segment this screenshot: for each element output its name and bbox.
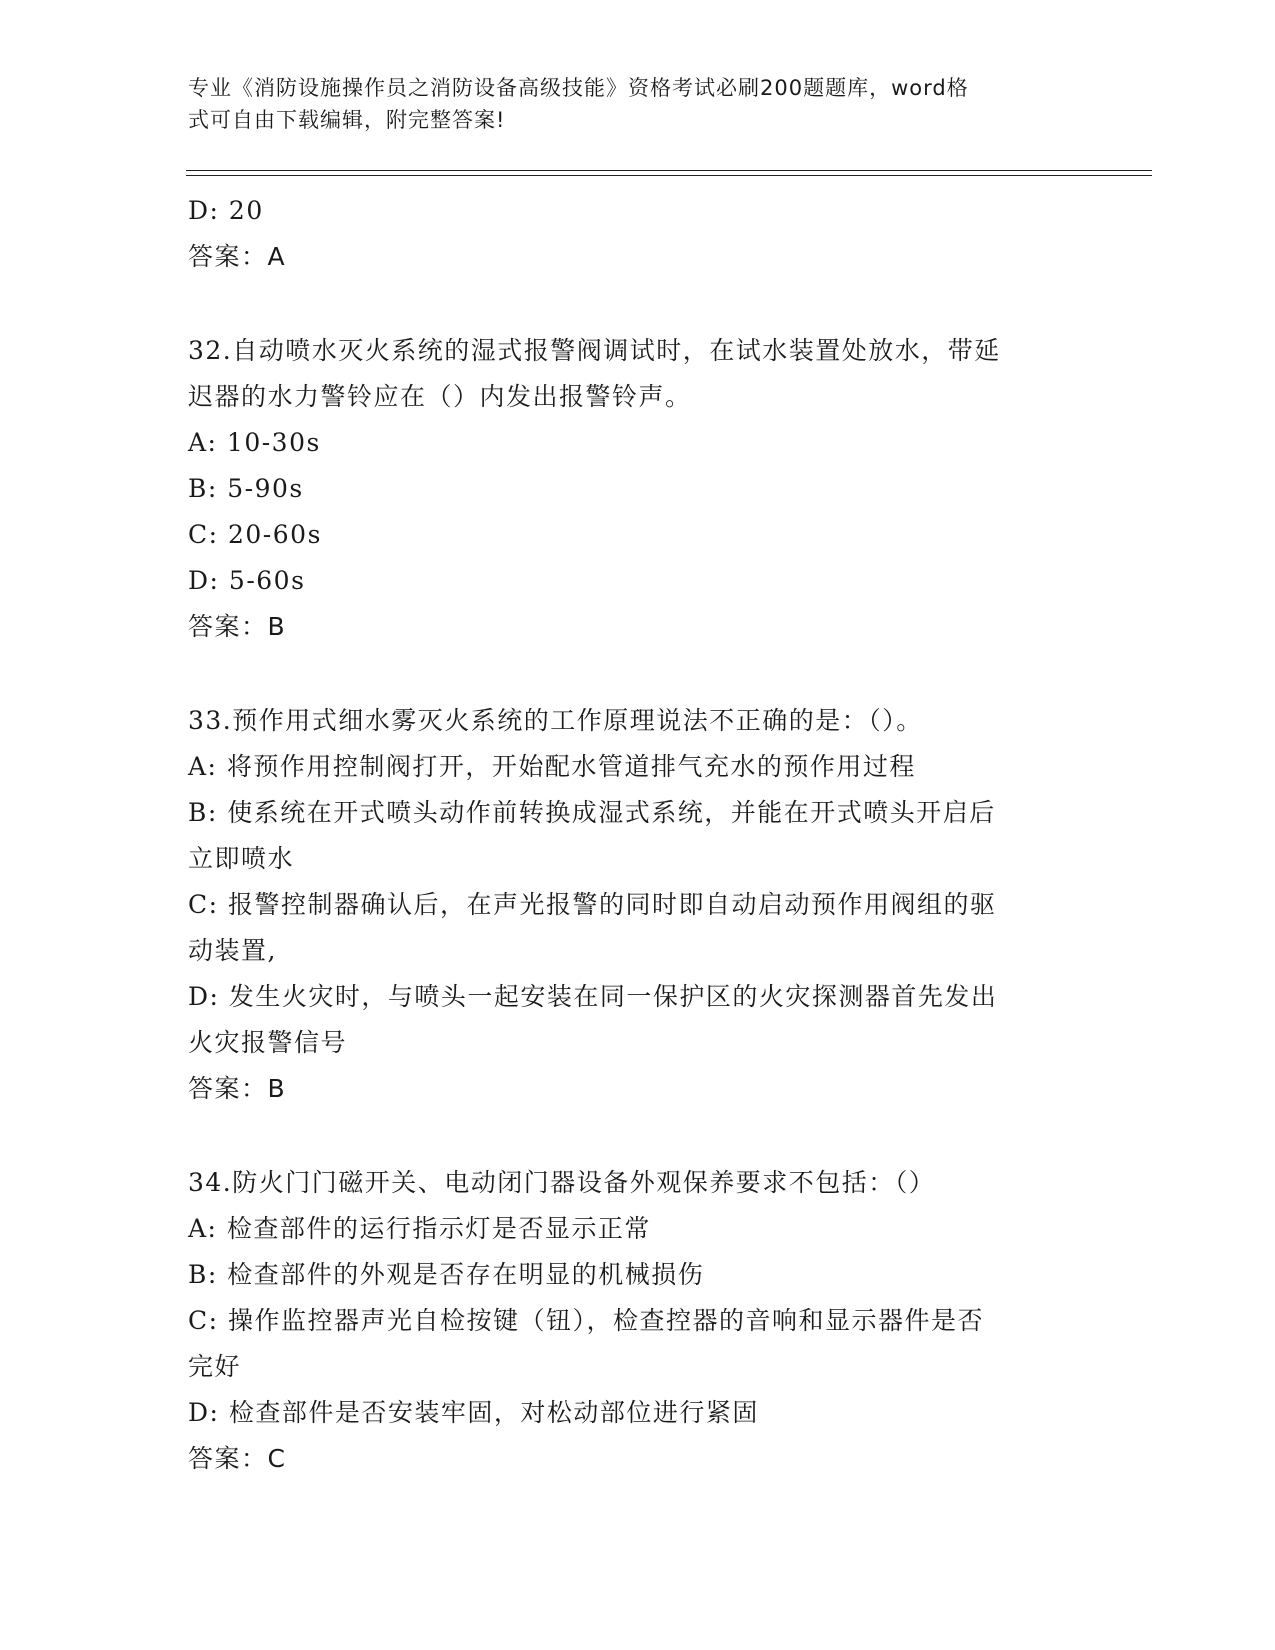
question-34	[188, 1160, 1088, 1482]
option-d: D: 5-60s	[188, 566, 306, 595]
option-b: B: 检查部件的外观是否存在明显的机械损伤	[188, 1260, 705, 1289]
option-b-cont: 立即喷水	[188, 844, 295, 873]
option-c: C: 操作监控器声光自检按键（钮），检查控器的音响和显示器件是否	[188, 1306, 985, 1335]
answer: 答案：B	[188, 1074, 287, 1103]
answer: 答案：B	[188, 612, 287, 641]
option-a: A: 检查部件的运行指示灯是否显示正常	[188, 1214, 651, 1243]
option-d: D: 检查部件是否安装牢固，对松动部位进行紧固	[188, 1398, 759, 1427]
option-a: A: 10-30s	[188, 428, 321, 457]
document-header	[188, 72, 1088, 136]
document-body	[188, 188, 1088, 1482]
header-title-line-2: 式可自由下载编辑，附完整答案!	[188, 108, 506, 132]
option-c: C: 报警控制器确认后，在声光报警的同时即自动启动预作用阀组的驱	[188, 890, 997, 919]
question-stem: 33.预作用式细水雾灭火系统的工作原理说法不正确的是：（）。	[188, 706, 923, 735]
header-title-line-1: 专业《消防设施操作员之消防设备高级技能》资格考试必刷200题题库，word格	[188, 76, 969, 100]
header-divider-bottom	[186, 175, 1152, 176]
option-a: A: 将预作用控制阀打开，开始配水管道排气充水的预作用过程	[188, 752, 916, 781]
question-32	[188, 328, 1088, 650]
option-c-cont: 完好	[188, 1352, 242, 1381]
option-d: D: 20	[188, 196, 264, 225]
option-b: B: 5-90s	[188, 474, 304, 503]
previous-question-tail	[188, 188, 1088, 280]
option-b: B: 使系统在开式喷头动作前转换成湿式系统，并能在开式喷头开启后	[188, 798, 996, 827]
question-33	[188, 698, 1088, 1112]
option-d-cont: 火灾报警信号	[188, 1028, 348, 1057]
header-divider-top	[186, 170, 1152, 171]
option-c-cont: 动装置,	[188, 936, 277, 965]
question-stem-cont: 迟器的水力警铃应在（）内发出报警铃声。	[188, 382, 692, 411]
question-stem: 32.自动喷水灭火系统的湿式报警阀调试时，在试水装置处放水，带延	[188, 336, 1001, 365]
question-stem: 34.防火门门磁开关、电动闭门器设备外观保养要求不包括：（）	[188, 1168, 936, 1197]
answer: 答案：A	[188, 242, 287, 271]
option-d: D: 发生火灾时，与喷头一起安装在同一保护区的火灾探测器首先发出	[188, 982, 998, 1011]
option-c: C: 20-60s	[188, 520, 322, 549]
answer: 答案：C	[188, 1444, 287, 1473]
